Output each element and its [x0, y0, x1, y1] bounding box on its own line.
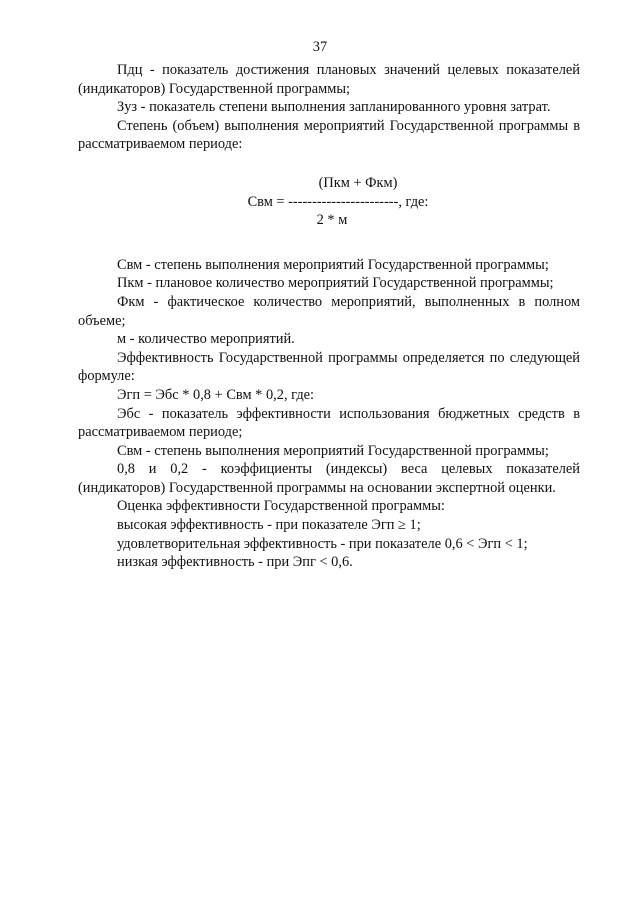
document-body: [78, 61, 580, 572]
page-number: 37: [312, 39, 328, 55]
definition-svm: Свм - степень выполнения мероприятий Государственной программы;: [117, 256, 549, 273]
efficiency-intro: Эффективность Государственной программы определяется по следующей формуле:: [78, 349, 580, 385]
coefficients-note: 0,8 и 0,2 - коэффициенты (индексы) веса целевых показателей (индикаторов) Государственной программы на основании экспертной оценки.: [78, 461, 580, 496]
formula-line: Свм = -----------------------, где:: [247, 193, 429, 210]
evaluation-satisfactory: удовлетворительная эффективность - при показателе 0,6 < Эгп < 1;: [117, 535, 528, 552]
degree-intro: Степень (объем) выполнения мероприятий Государственной программы в рассматриваемом периоде:: [78, 117, 580, 153]
evaluation-low: низкая эффективность - при Эпг < 0,6.: [117, 554, 353, 571]
egp-formula: Эгп = Эбс * 0,8 + Свм * 0,2, где:: [117, 386, 315, 403]
definition-fkm: Фкм - фактическое количество мероприятий, выполненных в полном объеме;: [78, 293, 580, 329]
definition-m: м - количество мероприятий.: [117, 331, 295, 348]
definition-svm-repeat: Свм - степень выполнения мероприятий Государственной программы;: [117, 442, 549, 459]
definition-zuz: Зуз - показатель степени выполнения запланированного уровня затрат.: [117, 99, 551, 116]
formula-denominator: 2 * м: [316, 212, 348, 229]
definition-pdc: Пдц - показатель достижения плановых значений целевых показателей (индикаторов) Государственной программы;: [78, 62, 580, 97]
definition-ebs: Эбс - показатель эффективности использования бюджетных средств в рассматриваемом периоде;: [78, 405, 580, 441]
definition-pkm: Пкм - плановое количество мероприятий Государственной программы;: [117, 275, 554, 292]
formula-numerator: (Пкм + Фкм): [318, 174, 398, 191]
evaluation-high: высокая эффективность - при показателе Эгп ≥ 1;: [117, 517, 421, 534]
evaluation-heading: Оценка эффективности Государственной программы:: [117, 498, 445, 515]
svm-formula: [78, 174, 580, 230]
